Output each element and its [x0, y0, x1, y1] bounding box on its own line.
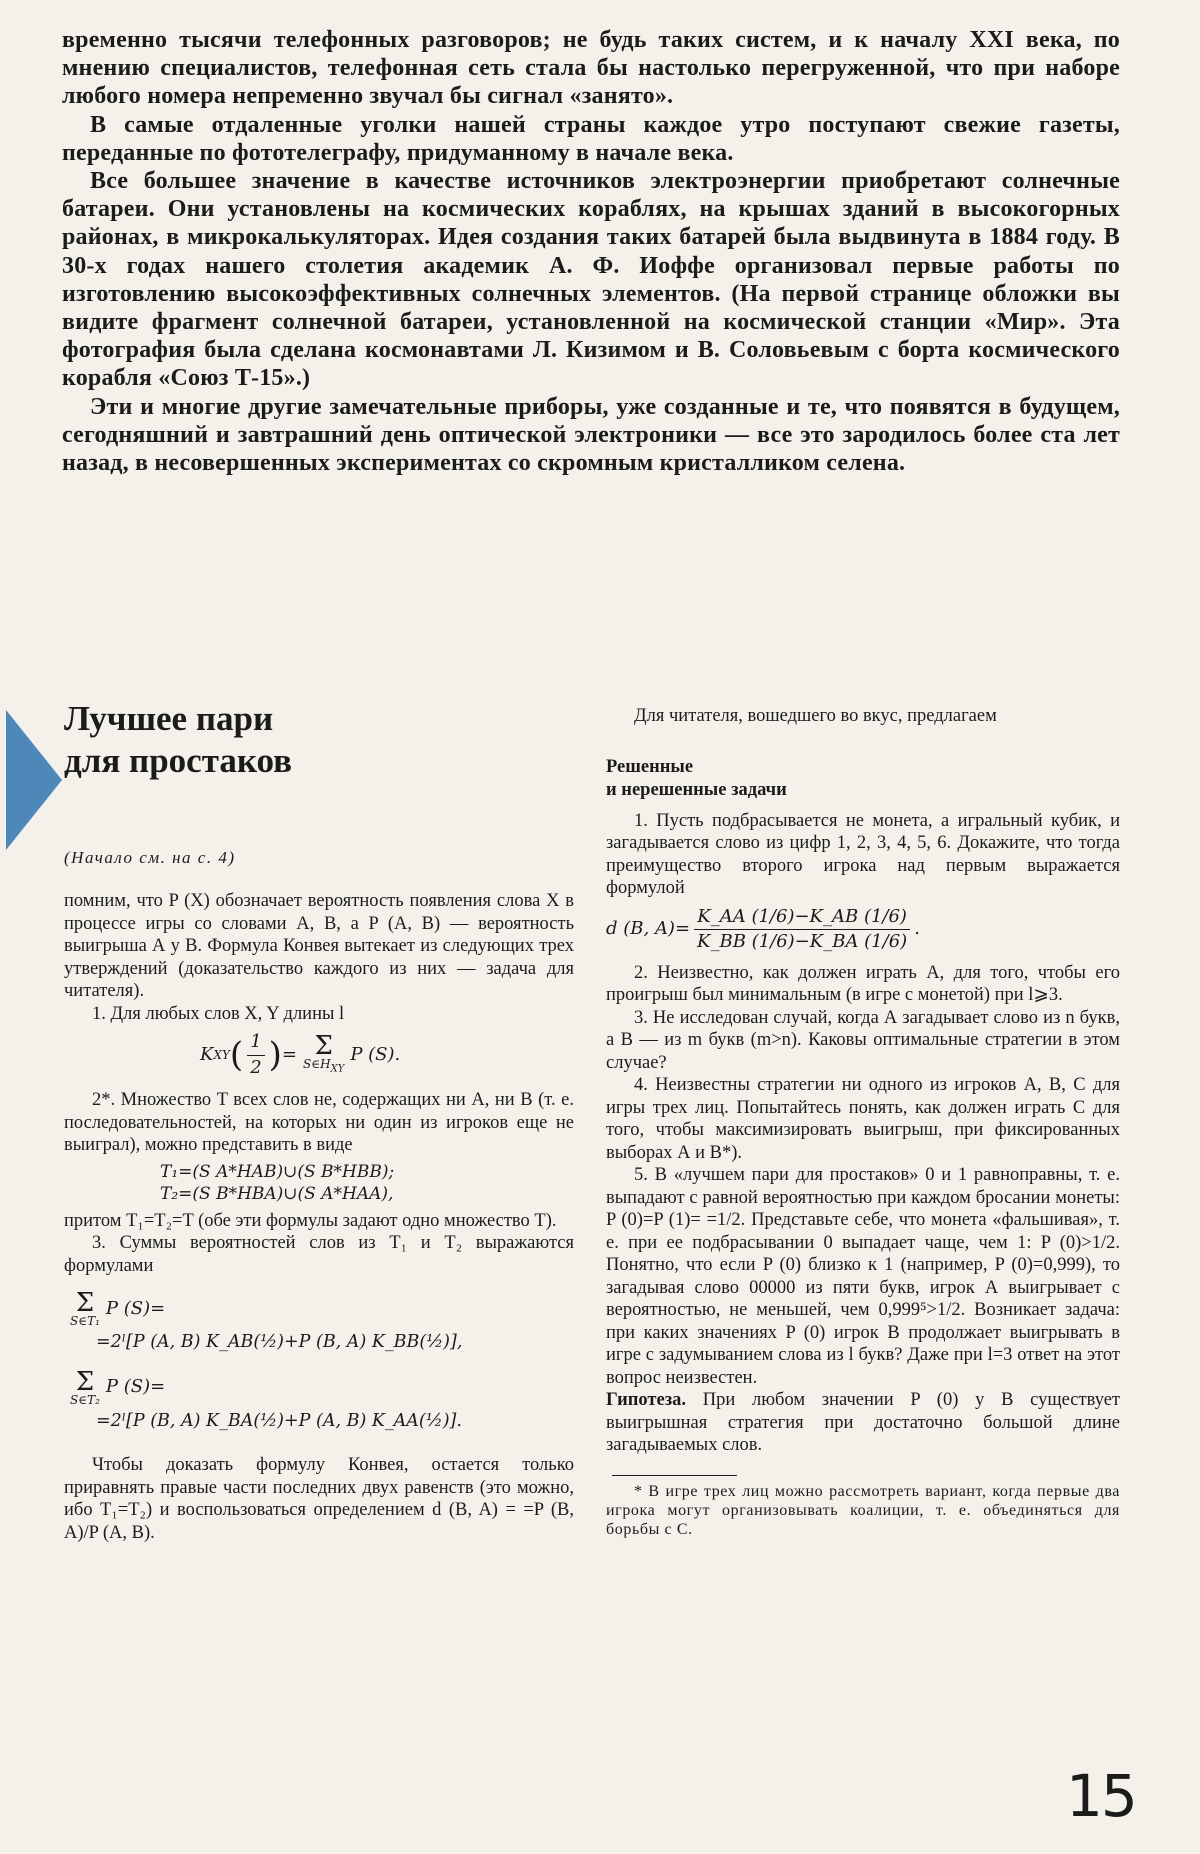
formula-sum-t2-sub: S∈T₂	[70, 1392, 100, 1407]
article-title-line-2: для простаков	[64, 741, 293, 780]
formula-sum-t2-head: Σ S∈T₂ P (S)=	[70, 1366, 166, 1407]
formula-d-ba-numerator: K_AA (1/6)−K_AB (1/6)	[694, 906, 910, 931]
formula-kxy-sum-sub2: XY	[330, 1063, 345, 1075]
top-paragraph-4: Эти и многие другие замечательные приборы, уже созданные и те, что появятся в будущем, сегодняшний и завтрашний день оптической электроники — все это зародилось более ста лет назад, в несовершенных экспериментах со скромным кристалликом селена.	[62, 393, 1120, 477]
formula-t2: T₂=(S B*HBA)∪(S A*HAA),	[160, 1184, 394, 1204]
formula-kxy: K XY ( $\frac{1}{2}$ ) = Σ $S\in H_{XY}$ P (S).	[200, 1031, 401, 1078]
left-column	[64, 890, 574, 1544]
top-paragraph-1: временно тысячи телефонных разговоров; не будь таких систем, и к началу XXI века, по мнению специалистов, телефонная сеть стала бы настолько перегруженной, что при наборе любого номера непременно звучал бы сигнал «занято».	[62, 27, 1120, 110]
left-paragraph-5: 3. Суммы вероятностей слов из T₁ и T₂ выражаются формулами	[64, 1233, 574, 1276]
page-number: 15	[1066, 1762, 1136, 1830]
article-title	[64, 698, 584, 782]
problem-2: 2. Неизвестно, как должен играть А, для того, чтобы его проигрыш был минимальным (в игре с монетой) при l⩾3.	[606, 962, 1120, 1005]
formula-d-ba-lhs: d (B, A)=	[606, 918, 691, 940]
footnote: * В игре трех лиц можно рассмотреть вариант, когда первые два игрока могут организовывать коалиции, т. е. объединяться для борьбы с С.	[606, 1482, 1120, 1538]
formula-kxy-den: 2	[250, 1056, 262, 1078]
left-paragraph-6: Чтобы доказать формулу Конвея, остается только приравнять правые части последних двух равенств (это можно, ибо T₁=T₂) и воспользоваться определением d (B, A) = =P (B, A)/P (A, B).	[64, 1455, 574, 1543]
formula-sum-t2-lhs: P (S)=	[105, 1376, 166, 1398]
problem-5: 5. В «лучшем пари для простаков» 0 и 1 равноправны, т. е. выпадают с равной вероятностью при каждом бросании монеты: P (0)=P (1)= =1/2. Представьте себе, что монета «фальшивая», т. е. при ее подбрасывании 0 выпадает чаще, чем 1: P (0)>1/2. Понятно, что если P (0) близко к 1 (например, P (0)=0,999), то загадывая слово 00000 из пяти букв, игрок А выигрывает с вероятностью, не меньшей, чем 0,999⁵>1/2. Возникает задача: при каких значениях P (0) игрок В продолжает выигрывать в игре с задумыванием слова из l букв? Даже при l=3 ответ на этот вопрос неизвестен.	[606, 1165, 1120, 1388]
continued-note: (Начало см. на с. 4)	[64, 848, 236, 867]
article-title-line-1: Лучшее пари	[64, 699, 274, 738]
formula-kxy-k: K	[200, 1043, 214, 1065]
formula-sum-t1-sub: S∈T₁	[70, 1314, 100, 1328]
formula-kxy-num: 1	[247, 1031, 264, 1056]
formula-t1: T₁=(S A*HAB)∪(S B*HBB);	[160, 1161, 395, 1182]
hypothesis-text: При любом значении P (0) у В существует выигрышная стратегия при достаточно большой длине загадываемых слов.	[606, 1390, 1120, 1455]
intro-text-block	[62, 26, 1120, 477]
formula-kxy-sum-sub: S∈H	[303, 1057, 331, 1072]
right-intro: Для читателя, вошедшего во вкус, предлагаем	[634, 706, 997, 726]
section-subheading-line-2: и нерешенные задачи	[606, 779, 787, 800]
problem-3: 3. Не исследован случай, когда А загадывает слово из n букв, а В — из m букв (m>n). Каковы оптимальные стратегии в этом случае?	[606, 1007, 1120, 1073]
formula-sum-t2-body: =2ˡ[P (B, A) K_BA(½)+P (A, B) K_AA(½)].	[96, 1410, 462, 1431]
formula-kxy-sub: XY	[213, 1047, 230, 1062]
hypothesis	[606, 1389, 1120, 1457]
top-paragraph-3: Все большее значение в качестве источников электроэнергии приобретают солнечные батареи. Они установлены на космических кораблях, на крышах зданий в высокогорных районах, в микрокалькуляторах. Идея создания таких батарей была выдвинута в 1884 году. В 30-х годах нашего столетия академик А. Ф. Иоффе организовал первые работы по изготовлению высокоэффективных солнечных элементов. (На первой странице обложки вы видите фрагмент солнечной батареи, установленной на космической станции «Мир». Эта фотография была сделана космонавтами Л. Кизимом и В. Соловьевым с борта космического корабля «Союз Т-15».)	[62, 168, 1120, 392]
left-paragraph-1: помним, что P (X) обозначает вероятность появления слова X в процессе игры со словами A, B, а P (A, B) — вероятность выигрыша А у В. Формула Конвея вытекает из следующих трех утверждений (доказательство каждого из них — задача для читателя).	[64, 891, 574, 1001]
formula-sum-t1-body: =2ˡ[P (A, B) K_AB(½)+P (B, A) K_BB(½)],	[96, 1332, 463, 1352]
left-paragraph-3: 2*. Множество T всех слов не, содержащих ни А, ни B (т. е. последовательностей, на которых ни один из игроков еще не выиграл), можно представить в виде	[64, 1090, 574, 1155]
top-paragraph-2: В самые отдаленные уголки нашей страны каждое утро поступают свежие газеты, переданные по фототелеграфу, придуманному в начале века.	[62, 111, 1120, 166]
section-subheading-line-1: Решенные	[606, 756, 694, 777]
formula-d-ba: d (B, A)= $\frac{K\_AA (1/6)-K\_AB (1/6)}{K\_BB (1/6)-K\_BA (1/6)}$ .	[606, 905, 920, 952]
formula-kxy-eq: =	[281, 1043, 297, 1065]
formula-kxy-rhs: P (S).	[350, 1043, 401, 1065]
formula-sum-t1-lhs: P (S)=	[105, 1297, 166, 1319]
section-subheading	[606, 756, 1120, 802]
footnote-divider	[612, 1475, 737, 1476]
right-column	[606, 705, 1120, 1539]
problem-1: 1. Пусть подбрасывается не монета, а игральный кубик, и загадывается слово из цифр 1, 2, 3, 4, 5, 6. Докажите, что тогда преимущество второго игрока над первым выражается формулой	[606, 810, 1120, 898]
formula-sum-t1-head: Σ S∈T₁ P (S)=	[70, 1288, 166, 1328]
problem-4: 4. Неизвестны стратегии ни одного из игроков А, В, С для игры трех лиц. Попытайтесь понять, как должен играть С для того, чтобы максимизировать выигрыш, при фиксированных выборах А и В*).	[606, 1075, 1120, 1163]
left-paragraph-2: 1. Для любых слов X, Y длины l	[92, 1003, 345, 1024]
left-paragraph-4: притом T₁=T₂=T (обе эти формулы задают одно множество T).	[64, 1210, 557, 1231]
section-triangle-marker	[6, 710, 62, 850]
hypothesis-label: Гипотеза.	[606, 1390, 686, 1410]
formula-d-ba-denominator: K_BB (1/6)−K_BA (1/6)	[697, 931, 908, 952]
